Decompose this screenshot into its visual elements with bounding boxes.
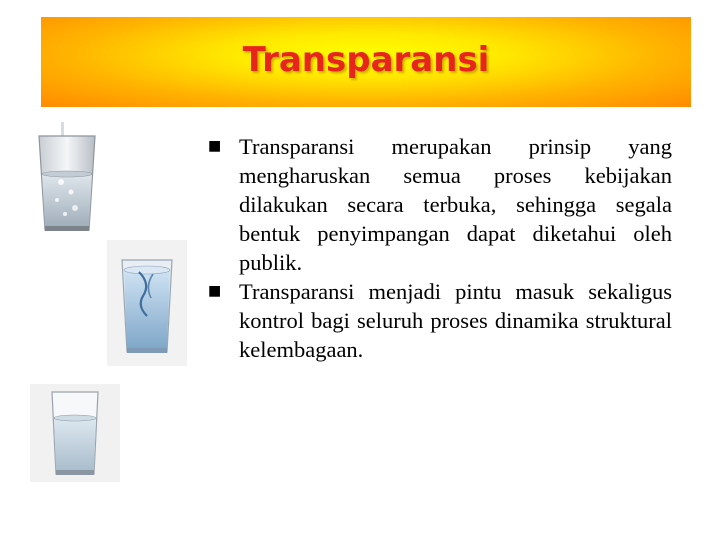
water-glass-still-image: [30, 384, 120, 482]
square-bullet-icon: ■: [208, 138, 222, 154]
bullet-text: Transparansi menjadi pintu masuk sekaligus kontrol bagi seluruh proses dinamika struktural kelembagaan.: [239, 279, 672, 362]
bullet-text: Transparansi merupakan prinsip yang mengharuskan semua proses kebijakan dilakukan secara terbuka, sehingga segala bentuk penyimpangan dapat diketahui oleh publik.: [239, 134, 672, 275]
bullet-item: [206, 132, 672, 277]
water-glass-swirl-image: [107, 240, 187, 366]
water-glass-splash-image: [31, 122, 103, 237]
slide-title: Transparansi: [242, 40, 490, 80]
bullet-item: [206, 277, 672, 364]
square-bullet-icon: ■: [208, 283, 222, 299]
bullet-list: [206, 132, 672, 364]
title-banner: [41, 17, 691, 107]
